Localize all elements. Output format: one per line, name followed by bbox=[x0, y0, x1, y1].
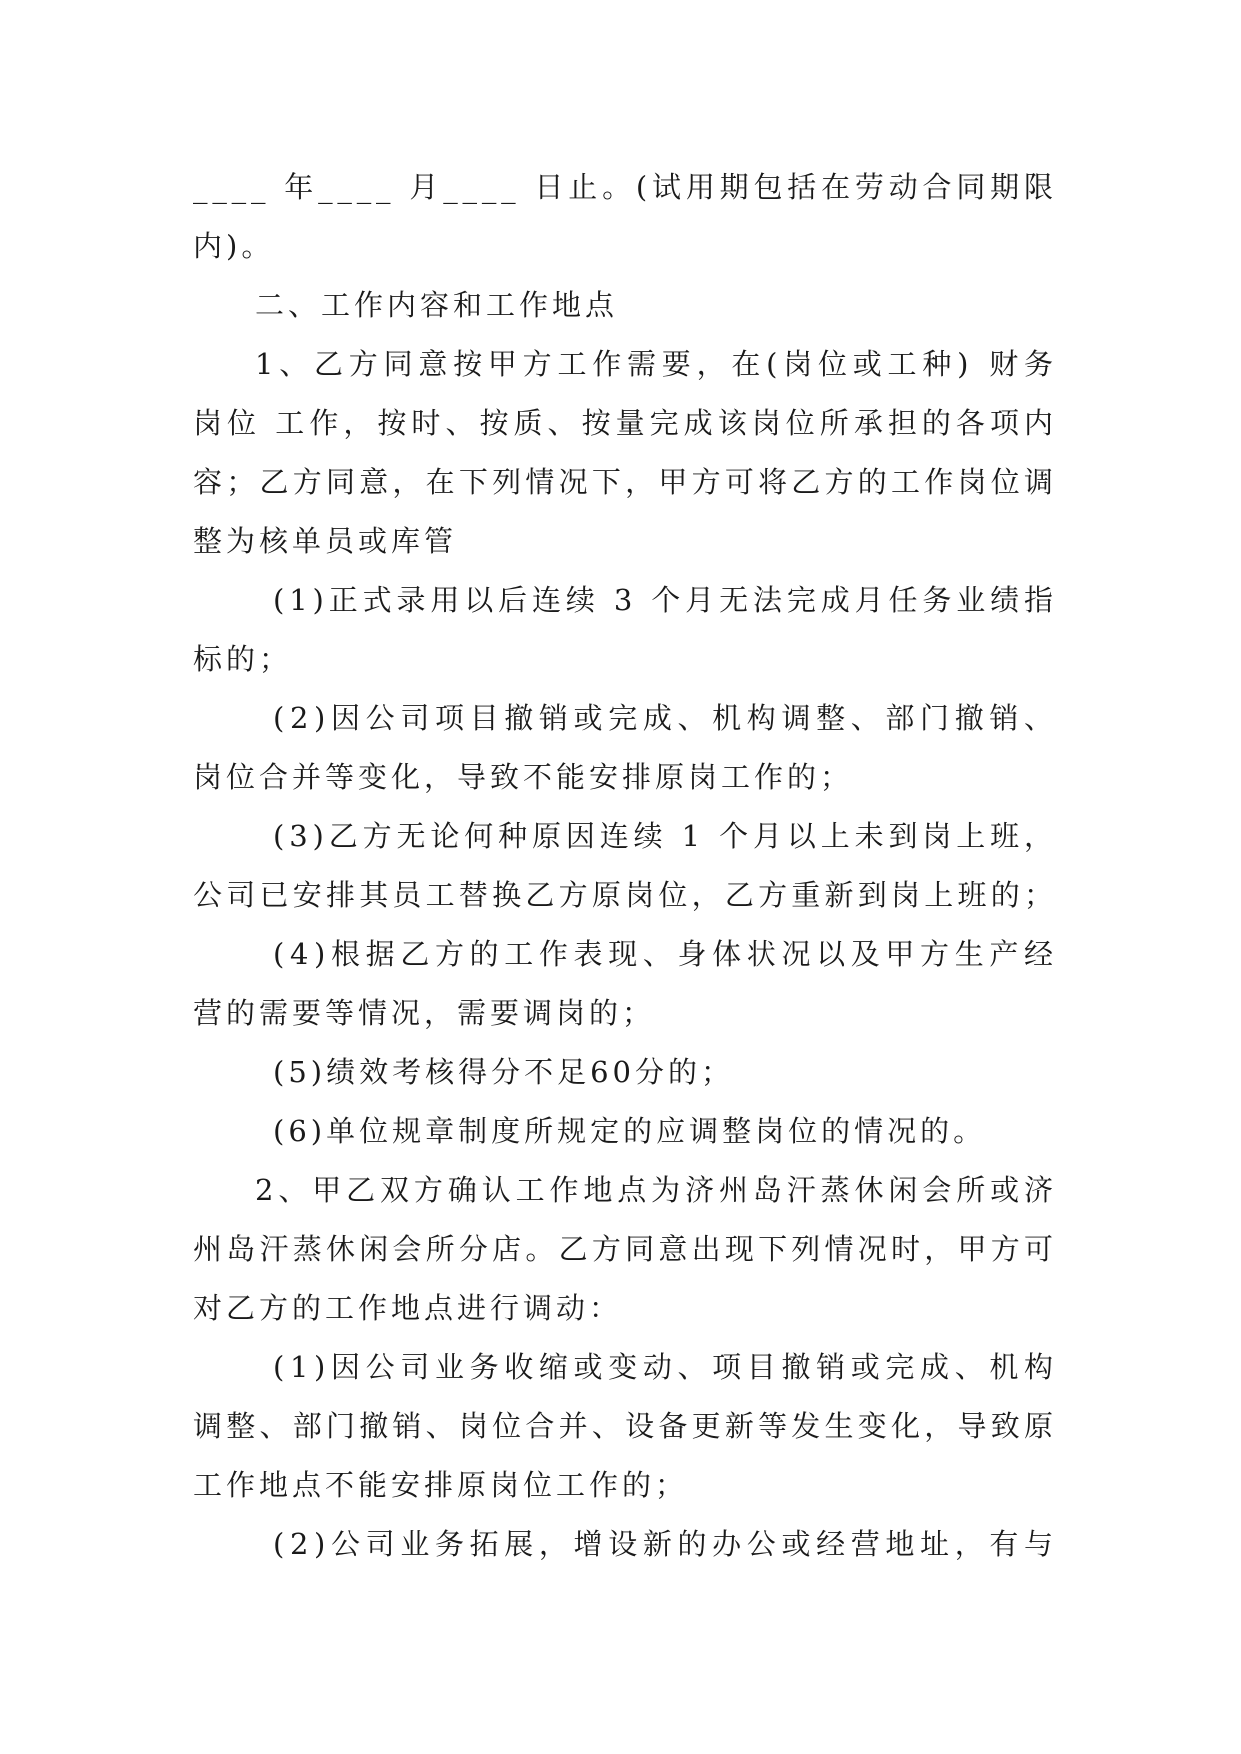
text-line: (2)公司业务拓展，增设新的办公或经营地址，有与 bbox=[273, 1527, 1059, 1561]
text-line: 容；乙方同意，在下列情况下，甲方可将乙方的工作岗位调 bbox=[193, 465, 1058, 499]
text-line: ____ 年____ 月____ 日止。(试用期包括在劳动合同期限 bbox=[193, 170, 1058, 204]
text-line: 州岛汗蒸休闲会所分店。乙方同意出现下列情况时，甲方可 bbox=[193, 1232, 1058, 1266]
text-line: 整为核单员或库管 bbox=[193, 524, 458, 558]
text-line: (3)乙方无论何种原因连续 1 个月以上未到岗上班， bbox=[273, 819, 1058, 853]
text-line: 工作地点不能安排原岗位工作的； bbox=[193, 1468, 689, 1502]
text-line: (4)根据乙方的工作表现、身体状况以及甲方生产经 bbox=[273, 937, 1059, 971]
text-line: (2)因公司项目撤销或完成、机构调整、部门撤销、 bbox=[273, 701, 1059, 735]
text-line: 2、甲乙双方确认工作地点为济州岛汗蒸休闲会所或济 bbox=[255, 1173, 1058, 1207]
text-line: 调整、部门撤销、岗位合并、设备更新等发生变化，导致原 bbox=[193, 1409, 1058, 1443]
text-line: 二、工作内容和工作地点 bbox=[255, 288, 619, 322]
text-line: 岗位合并等变化，导致不能安排原岗工作的； bbox=[193, 760, 854, 794]
text-line: 对乙方的工作地点进行调动： bbox=[193, 1291, 623, 1325]
text-line: 1、乙方同意按甲方工作需要，在(岗位或工种) 财务 bbox=[255, 347, 1059, 381]
text-line: (1)因公司业务收缩或变动、项目撤销或完成、机构 bbox=[273, 1350, 1059, 1384]
text-line: (5)绩效考核得分不足60分的； bbox=[273, 1055, 734, 1089]
text-line: 内)。 bbox=[193, 229, 275, 263]
text-line: (6)单位规章制度所规定的应调整岗位的情况的。 bbox=[273, 1114, 987, 1148]
text-line: 公司已安排其员工替换乙方原岗位，乙方重新到岗上班的； bbox=[193, 878, 1058, 912]
text-line: 营的需要等情况，需要调岗的； bbox=[193, 996, 656, 1030]
text-line: (1)正式录用以后连续 3 个月无法完成月任务业绩指 bbox=[273, 583, 1058, 617]
document-page bbox=[193, 158, 1059, 1574]
document-body bbox=[193, 158, 1059, 1574]
text-line: 标的； bbox=[193, 642, 293, 676]
text-line: 岗位 工作，按时、按质、按量完成该岗位所承担的各项内 bbox=[193, 406, 1059, 440]
